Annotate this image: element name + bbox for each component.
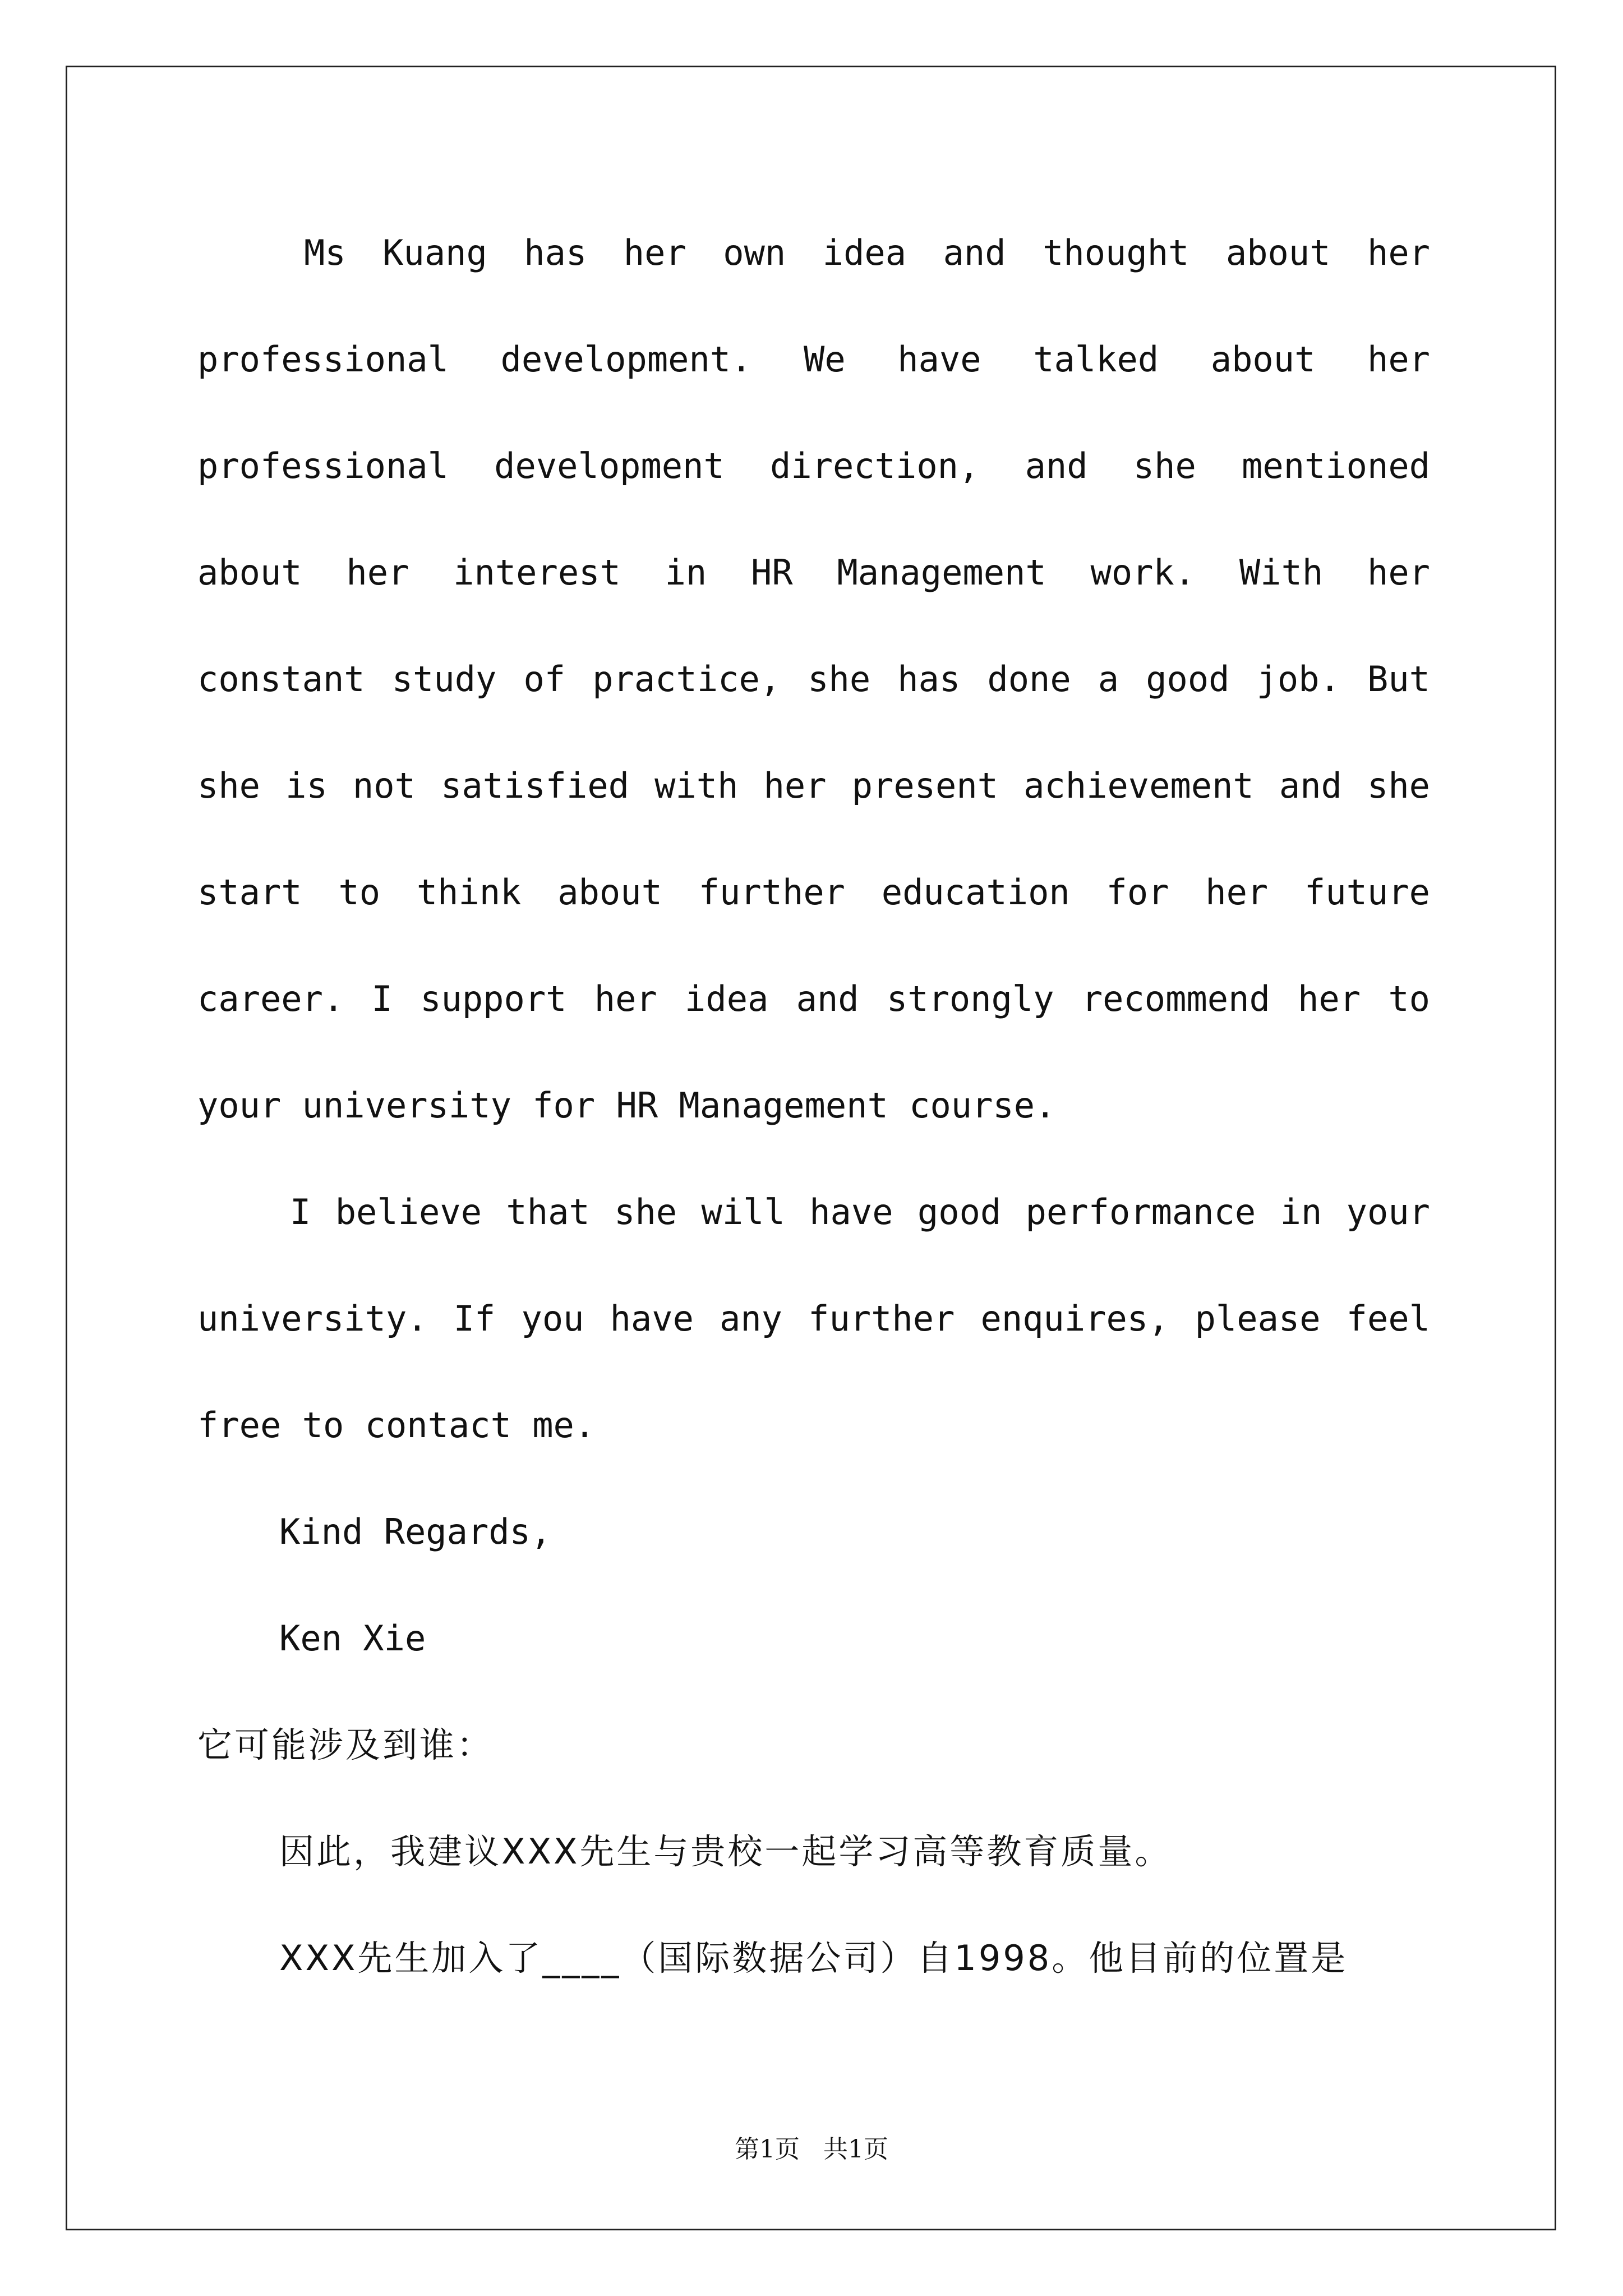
- cn-paragraph-1: 因此，我建议XXX先生与贵校一起学习高等教育质量。: [279, 1831, 1172, 1872]
- paragraph-closing-remarks: I believe that she will have good performance in your university. If you have any further enquires, please feel free to contact me.: [197, 1191, 1430, 1446]
- paragraph-recommendation: Ms Kuang has her own idea and thought about her professional development. We have talked about her professional development direction, and she mentioned about her interest in HR Management work. With her constant study of practice, she has done a good job. But she is not satisfied with her present achievement and she start to think about further education for her future career. I support her idea and strongly recommend her to your university for HR Management course.: [197, 232, 1430, 1126]
- cn-paragraph-2: XXX先生加入了____（国际数据公司）自1998。他目前的位置是: [279, 1938, 1348, 1978]
- cn-salutation: 它可能涉及到谁：: [197, 1724, 494, 1765]
- signature-name: Ken Xie: [279, 1618, 426, 1659]
- closing-line: Kind Regards,: [279, 1511, 552, 1552]
- page-number-footer: 第1页 共1页: [735, 2135, 888, 2164]
- document-body: [197, 200, 1430, 2012]
